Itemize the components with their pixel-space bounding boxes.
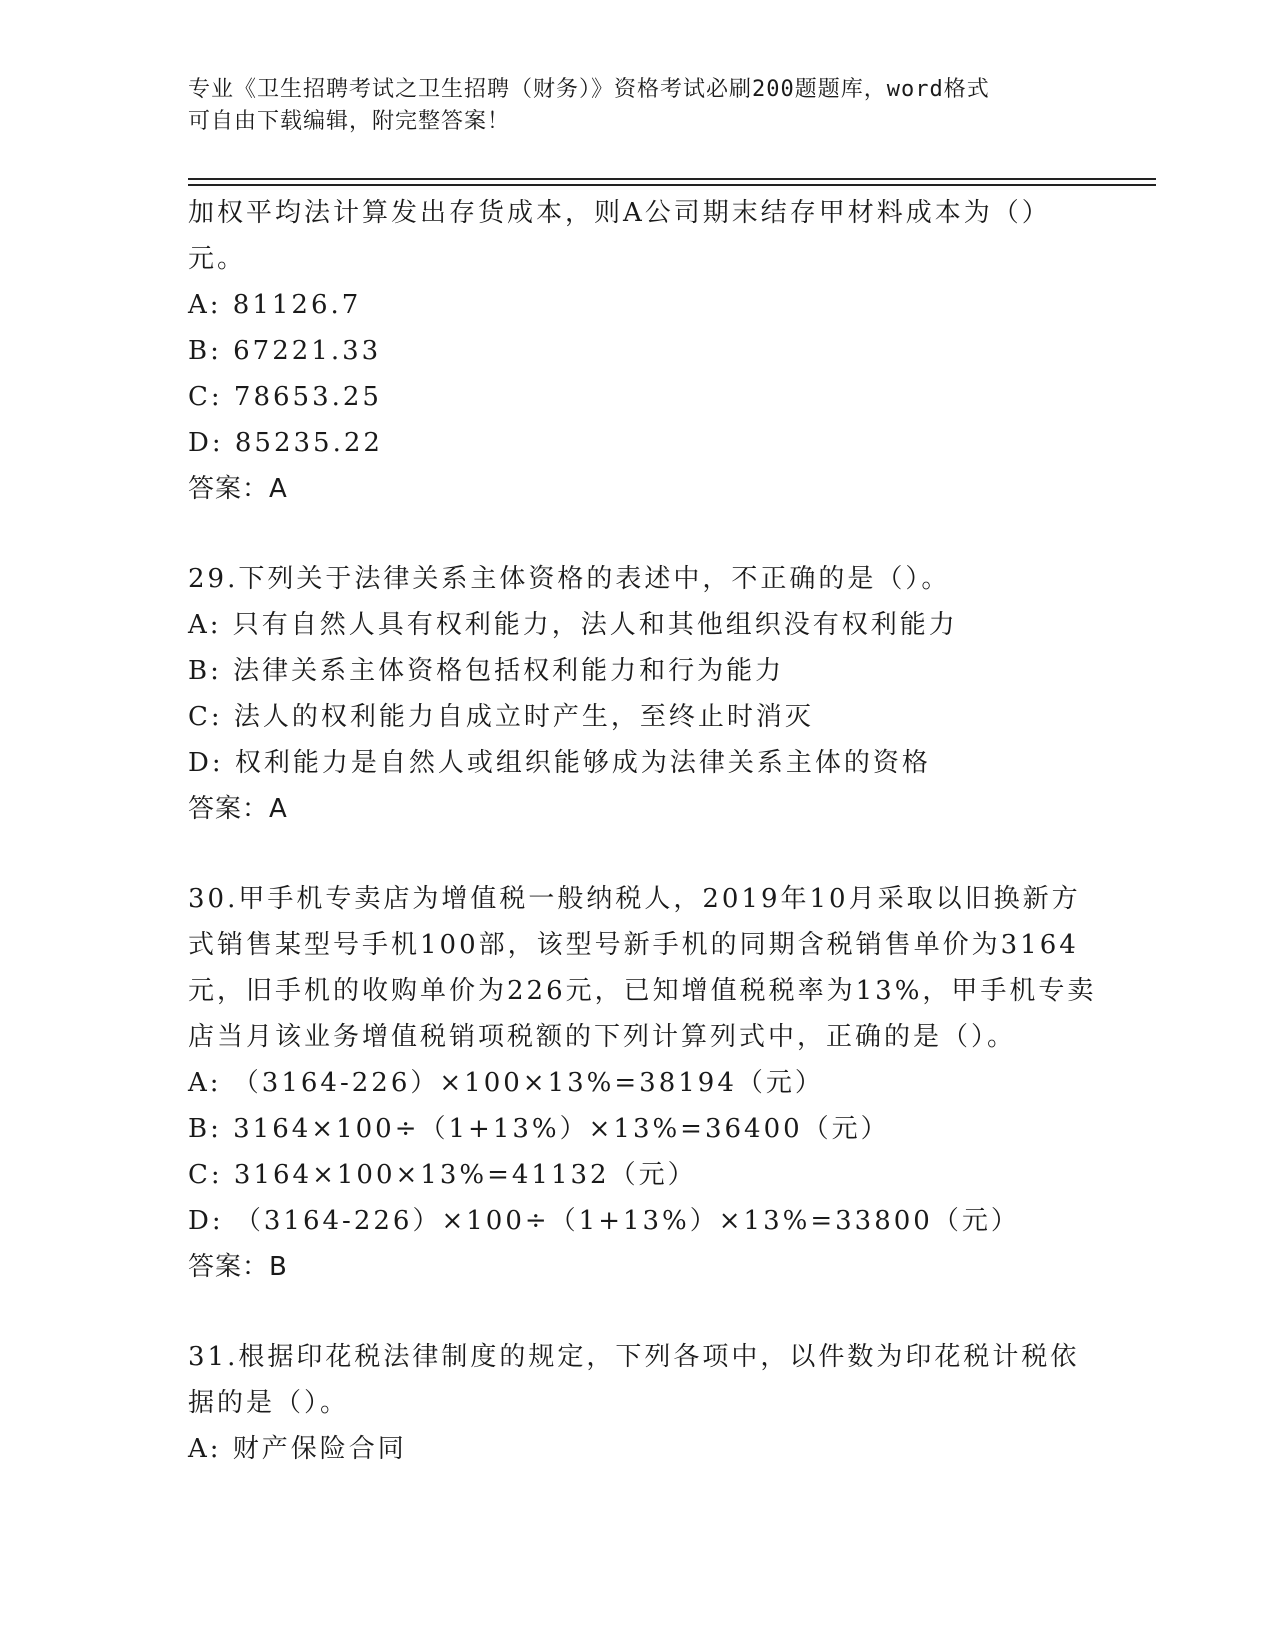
option-a: A: 只有自然人具有权利能力，法人和其他组织没有权利能力: [188, 610, 958, 640]
option-d: D: 权利能力是自然人或组织能够成为法律关系主体的资格: [188, 748, 931, 778]
question-stem: 加权平均法计算发出存货成本，则A公司期末结存甲材料成本为（）: [188, 198, 1051, 228]
option-d: D: 85235.22: [188, 428, 383, 458]
option-a: A: 81126.7: [188, 290, 362, 320]
option-c: C: 法人的权利能力自成立时产生，至终止时消灭: [188, 702, 814, 732]
option-c: C: 3164×100×13%=41132（元）: [188, 1160, 697, 1190]
header-divider-top: [188, 178, 1156, 180]
question-29: [188, 556, 1088, 832]
option-b: B: 3164×100÷（1+13%）×13%=36400（元）: [188, 1114, 890, 1144]
question-stem: 店当月该业务增值税销项税额的下列计算列式中，正确的是（）。: [188, 1022, 1017, 1052]
option-b: B: 法律关系主体资格包括权利能力和行为能力: [188, 656, 785, 686]
document-header: [188, 74, 1088, 138]
option-d: D: （3164-226）×100÷（1+13%）×13%=33800（元）: [188, 1206, 1020, 1236]
answer: 答案：A: [188, 794, 288, 824]
question-stem: 31.根据印花税法律制度的规定，下列各项中，以件数为印花税计税依: [188, 1342, 1080, 1372]
header-divider-bottom: [188, 184, 1156, 186]
question-30: [188, 876, 1097, 1290]
answer: 答案：B: [188, 1252, 288, 1282]
question-stem: 30.甲手机专卖店为增值税一般纳税人，2019年10月采取以旧换新方: [188, 884, 1081, 914]
option-a: A: （3164-226）×100×13%=38194（元）: [188, 1068, 824, 1098]
spacer: [188, 1290, 1088, 1334]
question-stem: 29.下列关于法律关系主体资格的表述中，不正确的是（）。: [188, 564, 951, 594]
question-stem: 元，旧手机的收购单价为226元，已知增值税税率为13%，甲手机专卖: [188, 976, 1097, 1006]
spacer: [188, 832, 1088, 876]
question-31: [188, 1334, 1088, 1472]
header-title-line-2: 可自由下载编辑，附完整答案！: [188, 109, 511, 134]
option-c: C: 78653.25: [188, 382, 382, 412]
option-b: B: 67221.33: [188, 336, 382, 366]
answer: 答案：A: [188, 474, 288, 504]
question-28: [188, 190, 1088, 512]
header-title-line-1: 专业《卫生招聘考试之卫生招聘（财务）》资格考试必刷200题题库，word格式: [188, 77, 990, 102]
question-stem: 式销售某型号手机100部，该型号新手机的同期含税销售单价为3164: [188, 930, 1079, 960]
option-a: A: 财产保险合同: [188, 1434, 407, 1464]
question-list: [188, 190, 1097, 1472]
spacer: [188, 512, 1088, 556]
question-stem: 元。: [188, 244, 247, 274]
question-stem: 据的是（）。: [188, 1388, 350, 1418]
